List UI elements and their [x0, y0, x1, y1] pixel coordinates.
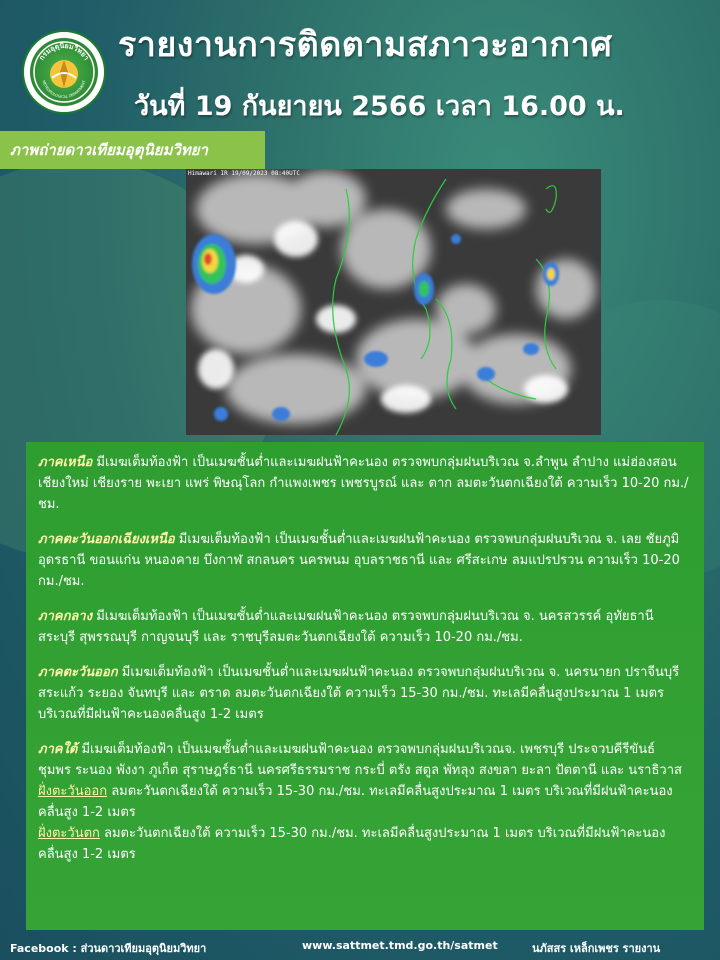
region-name: ภาคเหนือ [38, 455, 93, 470]
logo-text-bottom: METEOROLOGICAL DEPARTMENT [41, 79, 87, 100]
region-east [38, 662, 690, 725]
region-name: ภาคตะวันออกเฉียงเหนือ [38, 532, 175, 547]
logo-emblem [30, 38, 98, 106]
svg-text:กรมอุตุนิยมวิทยา [38, 42, 91, 62]
region-central [38, 606, 690, 648]
facebook-link[interactable]: Facebook : ส่วนดาวเทียมอุตุนิยมวิทยา [10, 942, 207, 955]
satellite-map-graphic [186, 169, 601, 435]
tmd-logo [22, 30, 106, 114]
region-name: ภาคใต้ [38, 742, 78, 757]
reporter-name: นภัสสร เหล็กเพชร รายงาน [532, 942, 661, 955]
page-title: รายงานการติดตามสภาวะอากาศ [118, 25, 613, 65]
east-coast-text: ลมตะวันตกเฉียงใต้ ความเร็ว 15-30 กม./ชม. ทะเลมีคลื่นสูงประมาณ 1 เมตร บริเวณที่มีฝนฟ้าคะนองคลื่นสูง 1-2 เมตร [38, 784, 673, 820]
satellite-image [186, 169, 601, 435]
region-text: มีเมฆเต็มท้องฟ้า เป็นเมฆชั้นต่ำและเมฆฝนฟ้าคะนอง ตรวจพบกลุ่มฝนบริเวณ จ. นครสวรรค์ อุทัยธานี สระบุรี สุพรรณบุรี กาญจนบุรี และ ราชบุรีลมตะวันตกเฉียงใต้ ความเร็ว 10-20 กม./ชม. [38, 609, 654, 645]
website-link[interactable]: www.sattmet.tmd.go.th/satmet [302, 939, 498, 952]
region-text: มีเมฆเต็มท้องฟ้า เป็นเมฆชั้นต่ำและเมฆฝนฟ้าคะนอง ตรวจพบกลุ่มฝนบริเวณ จ. นครนายก ปราจีนบุรี สระแก้ว ระยอง จันทบุรี และ ตราด ลมตะวันตกเฉียงใต้ ความเร็ว 15-30 กม./ชม. ทะเลมีคลื่นสูงประมาณ 1 เมตร บริเวณที่มีฝนฟ้าคะนองคลื่นสูง 1-2 เมตร [38, 665, 680, 722]
region-text: มีเมฆเต็มท้องฟ้า เป็นเมฆชั้นต่ำและเมฆฝนฟ้าคะนอง ตรวจพบกลุ่มฝนบริเวณจ. เพชรบุรี ประจวบคีรีขันธ์ ชุมพร ระนอง พังงา ภูเก็ต สุราษฎร์ธานี นครศรีธรรมราช กระบี่ ตรัง สตูล พัทลุง สงขลา ยะลา ปัตตานี และ นราธิวาส [38, 742, 682, 778]
section-label: ภาพถ่ายดาวเทียมอุตุนิยมวิทยา [0, 131, 265, 169]
west-coast-text: ลมตะวันตกเฉียงใต้ ความเร็ว 15-30 กม./ชม. ทะเลมีคลื่นสูงประมาณ 1 เมตร บริเวณที่มีฝนฟ้าคะนองคลื่นสูง 1-2 เมตร [38, 826, 666, 862]
footer [0, 934, 720, 960]
logo-emblem-icon [30, 38, 98, 106]
weather-report-panel [26, 442, 704, 930]
report-date: วันที่ 19 กันยายน 2566 เวลา 16.00 น. [134, 91, 625, 122]
region-name: ภาคตะวันออก [38, 665, 118, 680]
region-north [38, 452, 690, 515]
region-text: มีเมฆเต็มท้องฟ้า เป็นเมฆชั้นต่ำและเมฆฝนฟ้าคะนอง ตรวจพบกลุ่มฝนบริเวณ จ.ลำพูน ลำปาง แม่ฮ่องสอน เชียงใหม่ เชียงราย พะเยา แพร่ พิษณุโลก กำแพงเพชร เพชรบูรณ์ และ ตาก ลมตะวันตกเฉียงใต้ ความเร็ว 10-20 กม./ชม. [38, 455, 689, 512]
east-coast-label: ฝั่งตะวันออก [38, 784, 108, 799]
region-south [38, 739, 690, 865]
region-northeast [38, 529, 690, 592]
west-coast-label: ฝั่งตะวันตก [38, 826, 100, 841]
region-text: มีเมฆเต็มท้องฟ้า เป็นเมฆชั้นต่ำและเมฆฝนฟ้าคะนอง ตรวจพบกลุ่มฝนบริเวณ จ. เลย ชัยภูมิ อุดรธานี ขอนแก่น หนองคาย บึงกาฬ สกลนคร นครพนม อุบลราชธานี และ ศรีสะเกษ ลมแปรปรวน ความเร็ว 10-20 กม./ชม. [38, 532, 680, 589]
satellite-caption: Himawari IR 19/09/2023 08:40UTC [188, 170, 300, 177]
logo-text-top: กรมอุตุนิยมวิทยา [37, 41, 91, 62]
region-name: ภาคกลาง [38, 609, 93, 624]
